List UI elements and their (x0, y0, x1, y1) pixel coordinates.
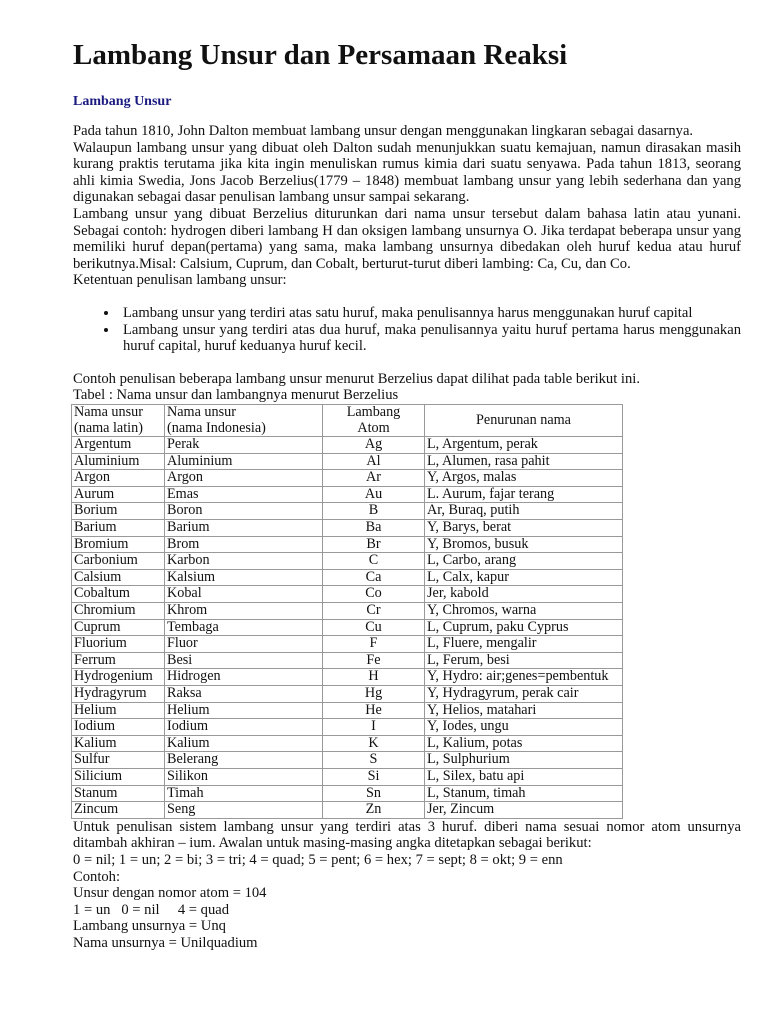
cell-derivation: Y, Chromos, warna (425, 603, 623, 620)
cell-derivation: Y, Bromos, busuk (425, 536, 623, 553)
cell-latin-name: Barium (72, 520, 165, 537)
cell-latin-name: Aurum (72, 486, 165, 503)
cell-derivation: Jer, Zincum (425, 802, 623, 819)
cell-indonesian-name: Khrom (165, 603, 323, 620)
cell-latin-name: Borium (72, 503, 165, 520)
cell-latin-name: Iodium (72, 719, 165, 736)
cell-indonesian-name: Aluminium (165, 453, 323, 470)
cell-symbol: I (323, 719, 425, 736)
cell-indonesian-name: Silikon (165, 768, 323, 785)
cell-indonesian-name: Barium (165, 520, 323, 537)
cell-indonesian-name: Raksa (165, 686, 323, 703)
cell-derivation: L, Stanum, timah (425, 785, 623, 802)
table-row (72, 785, 623, 802)
paragraph: Ketentuan penulisan lambang unsur: (73, 272, 287, 289)
cell-latin-name: Aluminium (72, 453, 165, 470)
paragraph: 0 = nil; 1 = un; 2 = bi; 3 = tri; 4 = quad; 5 = pent; 6 = hex; 7 = sept; 8 = okt; 9 = enn (73, 851, 563, 868)
table-row (72, 470, 623, 487)
cell-indonesian-name: Iodium (165, 719, 323, 736)
table-row (72, 652, 623, 669)
paragraph: Lambang unsurnya = Unq (73, 918, 226, 935)
table-row (72, 636, 623, 653)
cell-latin-name: Ferrum (72, 652, 165, 669)
cell-latin-name: Hydrogenium (72, 669, 165, 686)
cell-latin-name: Carbonium (72, 553, 165, 570)
cell-symbol: Au (323, 486, 425, 503)
cell-derivation: L, Cuprum, paku Cyprus (425, 619, 623, 636)
header-text: (nama Indonesia) (167, 419, 266, 436)
cell-derivation: L, Ferum, besi (425, 652, 623, 669)
cell-derivation: Y, Hydragyrum, perak cair (425, 686, 623, 703)
paragraph: Pada tahun 1810, John Dalton membuat lambang unsur dengan menggunakan lingkaran sebagai dasarnya. (73, 123, 694, 139)
cell-derivation: L, Fluere, mengalir (425, 636, 623, 653)
table-row (72, 486, 623, 503)
cell-derivation: L, Carbo, arang (425, 553, 623, 570)
cell-latin-name: Helium (72, 702, 165, 719)
table-header-row (72, 404, 623, 436)
header-indonesian-name (165, 404, 323, 436)
cell-latin-name: Argon (72, 470, 165, 487)
table-row (72, 802, 623, 819)
cell-derivation: Ar, Buraq, putih (425, 503, 623, 520)
cell-symbol: Cr (323, 603, 425, 620)
cell-symbol: S (323, 752, 425, 769)
cell-derivation: L. Aurum, fajar terang (425, 486, 623, 503)
header-text: Nama unsur (167, 403, 236, 420)
cell-derivation: Y, Hydro: air;genes=pembentuk (425, 669, 623, 686)
cell-indonesian-name: Fluor (165, 636, 323, 653)
cell-latin-name: Stanum (72, 785, 165, 802)
cell-indonesian-name: Boron (165, 503, 323, 520)
table-row (72, 603, 623, 620)
cell-indonesian-name: Belerang (165, 752, 323, 769)
table-row (72, 453, 623, 470)
paragraph: Walaupun lambang unsur yang dibuat oleh Dalton sudah menunjukkan suatu kemajuan, namun dirasakan masih kurang praktis terutama jika kita ingin menuliskan rumus kimia dari suatu senyawa. Pada tahun 1813, seorang ahli kimia Swedia, Jons Jacob Berzelius(1779 – 1848) membuat lambang unsur yang lebih sederhana dan yang digunakan sebagai dasar penulisan lambang unsur sampai sekarang. (73, 139, 741, 206)
cell-symbol: Co (323, 586, 425, 603)
cell-latin-name: Cuprum (72, 619, 165, 636)
table-row (72, 752, 623, 769)
header-symbol (323, 404, 425, 436)
cell-indonesian-name: Helium (165, 702, 323, 719)
cell-indonesian-name: Brom (165, 536, 323, 553)
table-row (72, 719, 623, 736)
section-heading: Lambang Unsur (73, 94, 172, 109)
cell-latin-name: Cobaltum (72, 586, 165, 603)
paragraph: Contoh: (73, 868, 121, 885)
cell-latin-name: Fluorium (72, 636, 165, 653)
header-derivation: Penurunan nama (425, 404, 623, 436)
table-row (72, 768, 623, 785)
list-item: • Lambang unsur yang terdiri atas satu huruf, maka penulisannya harus menggunakan huruf capital (119, 305, 741, 322)
table-row (72, 569, 623, 586)
cell-symbol: Zn (323, 802, 425, 819)
cell-latin-name: Silicium (72, 768, 165, 785)
cell-indonesian-name: Kalsium (165, 569, 323, 586)
cell-symbol: Si (323, 768, 425, 785)
cell-symbol: Sn (323, 785, 425, 802)
cell-derivation: Y, Helios, matahari (425, 702, 623, 719)
cell-symbol: Ar (323, 470, 425, 487)
cell-derivation: L, Alumen, rasa pahit (425, 453, 623, 470)
cell-symbol: Br (323, 536, 425, 553)
header-latin-name (72, 404, 165, 436)
paragraph: Unsur dengan nomor atom = 104 (73, 885, 267, 902)
cell-symbol: Ag (323, 437, 425, 454)
table-row (72, 553, 623, 570)
cell-symbol: F (323, 636, 425, 653)
cell-indonesian-name: Argon (165, 470, 323, 487)
elements-table (71, 404, 623, 819)
table-row (72, 520, 623, 537)
cell-symbol: Cu (323, 619, 425, 636)
three-letter-section (73, 819, 741, 952)
table-row (72, 619, 623, 636)
cell-indonesian-name: Seng (165, 802, 323, 819)
cell-indonesian-name: Hidrogen (165, 669, 323, 686)
cell-derivation: Y, Barys, berat (425, 520, 623, 537)
cell-derivation: L, Calx, kapur (425, 569, 623, 586)
cell-derivation: L, Sulphurium (425, 752, 623, 769)
paragraph: Nama unsurnya = Unilquadium (73, 934, 258, 951)
cell-symbol: Ba (323, 520, 425, 537)
cell-symbol: Hg (323, 686, 425, 703)
header-text: (nama latin) (74, 419, 143, 436)
list-item: • Lambang unsur yang terdiri atas dua huruf, maka penulisannya yaitu huruf pertama harus menggunakan huruf capital, huruf keduanya huruf kecil. (119, 322, 741, 355)
cell-latin-name: Bromium (72, 536, 165, 553)
table-intro: Contoh penulisan beberapa lambang unsur menurut Berzelius dapat dilihat pada table berikut ini. (73, 370, 640, 387)
paragraph: Lambang unsur yang dibuat Berzelius diturunkan dari nama unsur tersebut dalam bahasa latin atau yunani. Sebagai contoh: hydrogen diberi lambang H dan oksigen lambang unsurnya O. Jika terdapat beberapa unsur yang memiliki huruf depan(pertama) yang sama, maka lambang unsurnya dibedakan oleh huruf kedua atau huruf berikutnya.Misal: Calsium, Cuprum, dan Cobalt, berturut-turut diberi lambing: Ca, Cu, dan Co. (73, 205, 741, 272)
table-row (72, 702, 623, 719)
cell-latin-name: Kalium (72, 735, 165, 752)
cell-symbol: Fe (323, 652, 425, 669)
cell-derivation: L, Silex, batu api (425, 768, 623, 785)
cell-symbol: C (323, 553, 425, 570)
table-row (72, 586, 623, 603)
cell-indonesian-name: Karbon (165, 553, 323, 570)
table-row (72, 686, 623, 703)
cell-symbol: H (323, 669, 425, 686)
table-row (72, 503, 623, 520)
cell-derivation: Y, Argos, malas (425, 470, 623, 487)
cell-latin-name: Calsium (72, 569, 165, 586)
table-row (72, 735, 623, 752)
paragraph: Untuk penulisan sistem lambang unsur yang terdiri atas 3 huruf. diberi nama sesuai nomor atom unsurnya ditambah akhiran – ium. Awalan untuk masing-masing angka ditetapkan sebagai berikut: (73, 818, 741, 852)
cell-indonesian-name: Kobal (165, 586, 323, 603)
header-text: Nama unsur (74, 403, 143, 420)
table-caption: Tabel : Nama unsur dan lambangnya menurut Berzelius (73, 387, 399, 404)
cell-latin-name: Chromium (72, 603, 165, 620)
cell-latin-name: Zincum (72, 802, 165, 819)
header-text: Atom (357, 419, 390, 436)
cell-derivation: L, Kalium, potas (425, 735, 623, 752)
table-row (72, 437, 623, 454)
rules-list (73, 305, 741, 355)
cell-symbol: B (323, 503, 425, 520)
cell-symbol: K (323, 735, 425, 752)
header-text: Lambang (346, 403, 401, 420)
cell-indonesian-name: Emas (165, 486, 323, 503)
cell-latin-name: Sulfur (72, 752, 165, 769)
cell-latin-name: Argentum (72, 437, 165, 454)
cell-derivation: Y, Iodes, ungu (425, 719, 623, 736)
cell-indonesian-name: Tembaga (165, 619, 323, 636)
table-row (72, 669, 623, 686)
page-title: Lambang Unsur dan Persamaan Reaksi (73, 39, 568, 71)
cell-derivation: Jer, kabold (425, 586, 623, 603)
cell-symbol: Ca (323, 569, 425, 586)
cell-indonesian-name: Kalium (165, 735, 323, 752)
table-row (72, 536, 623, 553)
cell-symbol: He (323, 702, 425, 719)
cell-indonesian-name: Perak (165, 437, 323, 454)
cell-latin-name: Hydragyrum (72, 686, 165, 703)
cell-derivation: L, Argentum, perak (425, 437, 623, 454)
paragraph: 1 = un 0 = nil 4 = quad (73, 901, 230, 918)
cell-indonesian-name: Timah (165, 785, 323, 802)
cell-indonesian-name: Besi (165, 652, 323, 669)
cell-symbol: Al (323, 453, 425, 470)
